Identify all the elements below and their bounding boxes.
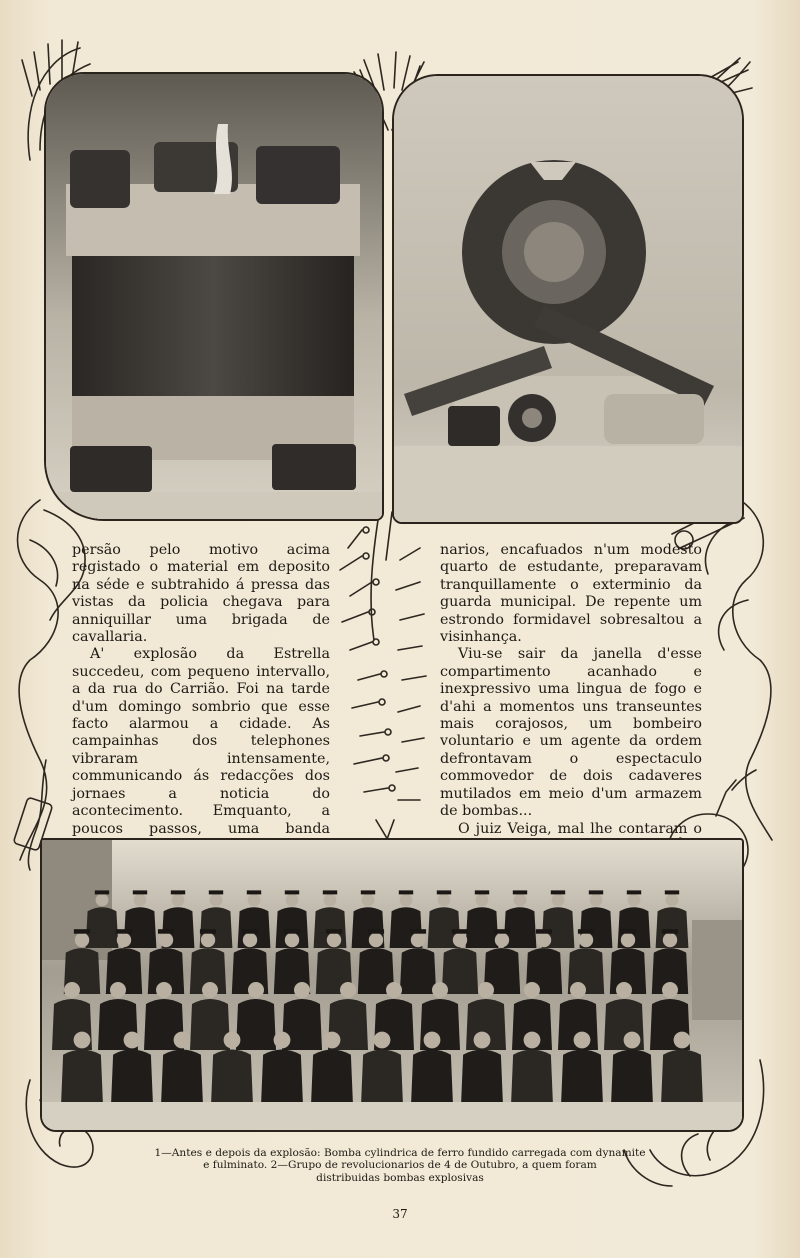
- person-head: [552, 894, 565, 907]
- person-head: [453, 933, 467, 947]
- person-hat: [551, 890, 565, 894]
- person-hat: [361, 890, 375, 894]
- photo-caption: [120, 1147, 680, 1184]
- person-body: [661, 1049, 703, 1103]
- person-hat: [74, 929, 90, 934]
- person-hat: [95, 890, 109, 894]
- person-head: [117, 933, 131, 947]
- person-head: [411, 933, 425, 947]
- person-head: [274, 1032, 291, 1049]
- person-head: [537, 933, 551, 947]
- person-hat: [284, 929, 300, 934]
- person-body: [236, 999, 276, 1050]
- person-head: [248, 894, 261, 907]
- person-hat: [662, 929, 678, 934]
- person-hat: [627, 890, 641, 894]
- person-head: [478, 982, 494, 998]
- person-head: [64, 982, 80, 998]
- person-head: [374, 1032, 391, 1049]
- person-head: [294, 982, 310, 998]
- person-body: [111, 1049, 153, 1103]
- person-hat: [247, 890, 261, 894]
- person-body: [400, 948, 436, 994]
- person-head: [674, 1032, 691, 1049]
- person-hat: [437, 890, 451, 894]
- paragraph: A' explosão da Estrella succedeu, com pequeno intervallo, a da rua do Carrião. Foi na tarde d'um domingo sombrio que esse facto alarmou a cidade. As campainhas dos telephones vibraram intensamente, communicando ás redacções dos jornaes a noticia do acontecimento. Emquanto, a poucos passos, uma banda: [72, 646, 330, 837]
- person-head: [172, 894, 185, 907]
- person-head: [134, 894, 147, 907]
- person-head: [202, 982, 218, 998]
- person-head: [574, 1032, 591, 1049]
- person-head: [174, 1032, 191, 1049]
- person-head: [438, 894, 451, 907]
- person-head: [124, 1032, 141, 1049]
- person-head: [424, 1032, 441, 1049]
- person-head: [616, 982, 632, 998]
- person-body: [461, 1049, 503, 1103]
- person-hat: [133, 890, 147, 894]
- person-body: [61, 1049, 103, 1103]
- caption-line: distribuidas bombas explosivas: [316, 1171, 484, 1184]
- person-head: [495, 933, 509, 947]
- person-head: [159, 933, 173, 947]
- paragraph: O juiz Veiga, mal lhe contaram o: [458, 820, 702, 837]
- person-hat: [285, 890, 299, 894]
- paragraph: persão pelo motivo acima registado o material em deposito na séde e subtrahido á pressa das vistas da policia chegava para anniquillar uma brigada de cavallaria.: [72, 542, 330, 646]
- person-body: [411, 1049, 453, 1103]
- person-head: [96, 894, 109, 907]
- bomb-after-photo: [392, 74, 744, 524]
- person-hat: [578, 929, 594, 934]
- person-head: [340, 982, 356, 998]
- caption-line: 1—Antes e depois da explosão: Bomba cylindrica de ferro fundido carregada com dynamite: [154, 1147, 646, 1159]
- person-head: [590, 894, 603, 907]
- person-hat: [158, 929, 174, 934]
- person-head: [579, 933, 593, 947]
- bomb-before-photo: [44, 72, 384, 521]
- person-head: [285, 933, 299, 947]
- group-photo: [40, 838, 744, 1132]
- person-hat: [494, 929, 510, 934]
- article-column-right: [440, 542, 702, 855]
- paragraph: Viu-se sair da janella d'esse compartimento acanhado e inexpressivo uma lingua de fogo e d'ahi a momentos uns transeuntes mais corajosos, um bombeiro voluntario e um agente da ordem defrontavam o espectaculo commovedor de dois cadaveres mutilados em meio d'um armazem de bombas...: [440, 646, 702, 820]
- person-head: [514, 894, 527, 907]
- person-head: [476, 894, 489, 907]
- person-body: [361, 1049, 403, 1103]
- person-hat: [620, 929, 636, 934]
- person-body: [511, 1049, 553, 1103]
- person-head: [362, 894, 375, 907]
- person-hat: [589, 890, 603, 894]
- person-head: [110, 982, 126, 998]
- person-body: [561, 1049, 603, 1103]
- person-hat: [452, 929, 468, 934]
- person-hat: [665, 890, 679, 894]
- person-head: [621, 933, 635, 947]
- person-body: [211, 1049, 253, 1103]
- person-head: [324, 894, 337, 907]
- person-head: [666, 894, 679, 907]
- person-head: [156, 982, 172, 998]
- person-body: [311, 1049, 353, 1103]
- person-hat: [326, 929, 342, 934]
- person-head: [74, 1032, 91, 1049]
- person-hat: [399, 890, 413, 894]
- person-hat: [536, 929, 552, 934]
- person-head: [201, 933, 215, 947]
- person-head: [628, 894, 641, 907]
- person-head: [432, 982, 448, 998]
- person-hat: [410, 929, 426, 934]
- person-hat: [323, 890, 337, 894]
- person-head: [324, 1032, 341, 1049]
- person-body: [161, 1049, 203, 1103]
- person-head: [663, 933, 677, 947]
- person-head: [400, 894, 413, 907]
- person-head: [248, 982, 264, 998]
- person-head: [327, 933, 341, 947]
- person-head: [662, 982, 678, 998]
- person-head: [224, 1032, 241, 1049]
- person-hat: [171, 890, 185, 894]
- person-head: [286, 894, 299, 907]
- person-hat: [116, 929, 132, 934]
- paragraph: narios, encafuados n'um modesto quarto de estudante, preparavam tranquillamente o exterminio da guarda municipal. De repente um estrondo formidavel sobresaltou a visinhança.: [440, 542, 702, 646]
- person-head: [524, 1032, 541, 1049]
- person-body: [86, 907, 119, 948]
- person-head: [524, 982, 540, 998]
- person-head: [210, 894, 223, 907]
- person-hat: [200, 929, 216, 934]
- person-hat: [368, 929, 384, 934]
- person-hat: [513, 890, 527, 894]
- person-hat: [209, 890, 223, 894]
- person-hat: [475, 890, 489, 894]
- person-body: [261, 1049, 303, 1103]
- person-head: [474, 1032, 491, 1049]
- person-body: [611, 1049, 653, 1103]
- person-head: [243, 933, 257, 947]
- person-head: [75, 933, 89, 947]
- person-head: [369, 933, 383, 947]
- person-body: [466, 907, 499, 948]
- person-head: [624, 1032, 641, 1049]
- person-hat: [242, 929, 258, 934]
- person-head: [386, 982, 402, 998]
- person-head: [570, 982, 586, 998]
- page-number: 37: [392, 1207, 408, 1221]
- caption-line: e fulminato. 2—Grupo de revolucionarios de 4 de Outubro, a quem foram: [203, 1159, 597, 1172]
